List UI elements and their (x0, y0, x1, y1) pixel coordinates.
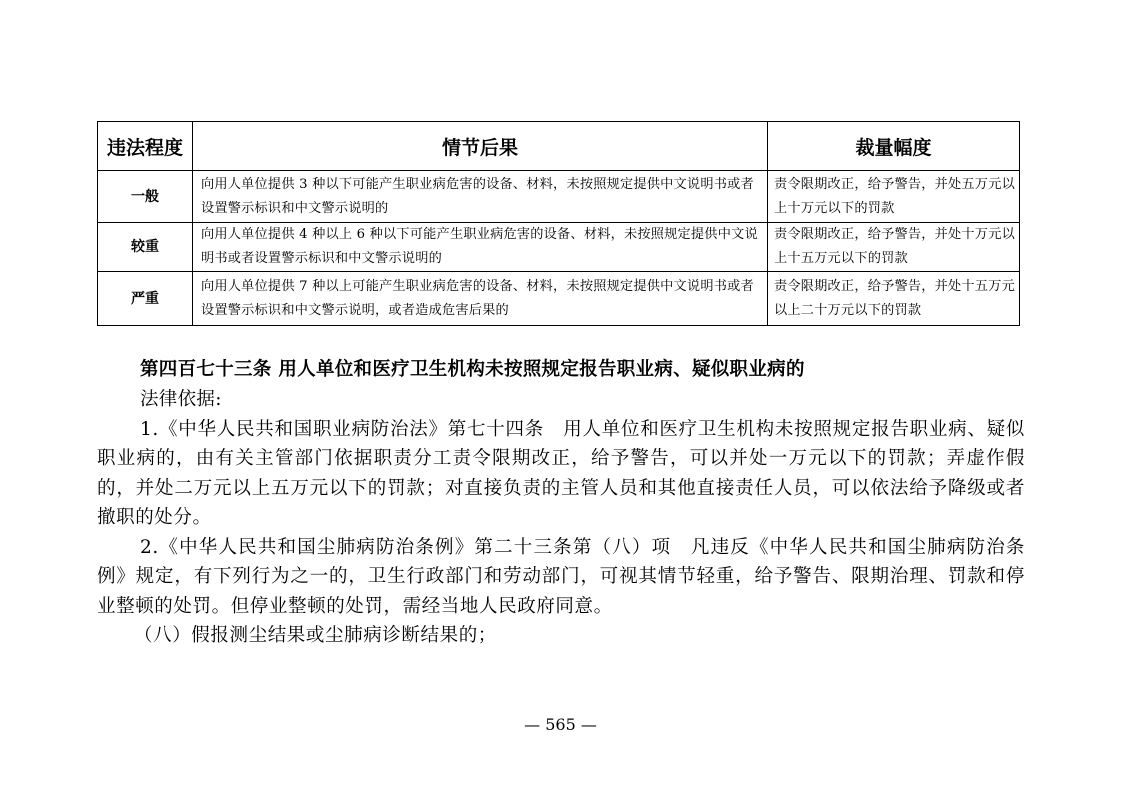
row-penalty: 责令限期改正，给予警告，并处十五万元以上二十万元以下的罚款 (768, 272, 1020, 326)
row-consequence: 向用人单位提供 4 种以上 6 种以下可能产生职业病危害的设备、材料，未按照规定提供中文说明书或者设置警示标识和中文警示说明的 (193, 223, 768, 272)
table-row (98, 272, 1020, 326)
row-consequence: 向用人单位提供 7 种以上可能产生职业病危害的设备、材料，未按照规定提供中文说明书或者设置警示标识和中文警示说明，或者造成危害后果的 (193, 272, 768, 326)
legal-basis-label: 法律依据: (140, 389, 222, 410)
penalty-table (97, 121, 1020, 326)
header-violation-degree: 违法程度 (98, 122, 193, 171)
regulation-paragraph: 2.《中华人民共和国尘肺病防治条例》第二十三条第（八）项 凡违反《中华人民共和国尘肺病防治条例》规定，有下列行为之一的，卫生行政部门和劳动部门，可视其情节轻重，给予警告、限期治理、罚款和停业整顿的处罚。但停业整顿的处罚，需经当地人民政府同意。 (97, 536, 1025, 617)
row-consequence: 向用人单位提供 3 种以下可能产生职业病危害的设备、材料，未按照规定提供中文说明书或者设置警示标识和中文警示说明的 (193, 171, 768, 223)
row-penalty: 责令限期改正，给予警告，并处五万元以上十万元以下的罚款 (768, 171, 1020, 223)
page-number: — 565 — (524, 715, 597, 734)
row-level: 严重 (98, 272, 193, 326)
table-row (98, 171, 1020, 223)
row-level: 较重 (98, 223, 193, 272)
article-body (97, 385, 1025, 651)
item-paragraph: （八）假报测尘结果或尘肺病诊断结果的； (134, 625, 497, 646)
header-penalty-range: 裁量幅度 (768, 122, 1020, 171)
header-circumstances: 情节后果 (193, 122, 768, 171)
table-header-row (98, 122, 1020, 171)
law-paragraph: 1.《中华人民共和国职业病防治法》第七十四条 用人单位和医疗卫生机构未按照规定报告职业病、疑似职业病的，由有关主管部门依据职责分工责令限期改正，给予警告，可以并处一万元以下的罚款；弄虚作假的，并处二万元以上五万元以下的罚款；对直接负责的主管人员和其他直接责任人员，可以依法给予降级或者撤职的处分。 (97, 418, 1025, 528)
row-penalty: 责令限期改正，给予警告，并处十万元以上十五万元以下的罚款 (768, 223, 1020, 272)
table-row (98, 223, 1020, 272)
row-level: 一般 (98, 171, 193, 223)
article-title: 第四百七十三条 用人单位和医疗卫生机构未按照规定报告职业病、疑似职业病的 (140, 359, 805, 380)
